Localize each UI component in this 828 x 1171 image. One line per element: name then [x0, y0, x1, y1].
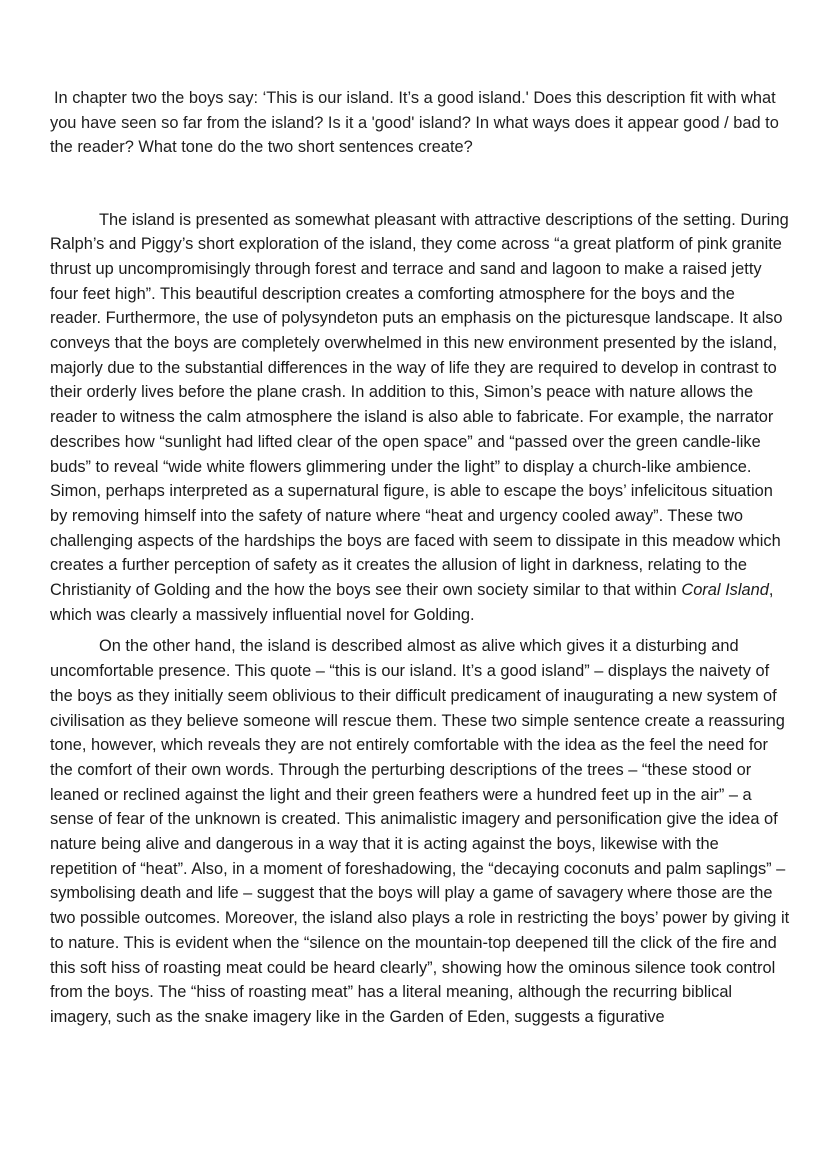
- paragraph-1-ending: , which was clearly a massively influential novel for Golding.: [50, 581, 774, 624]
- novel-title: Coral Island: [681, 581, 769, 600]
- paragraph-2-text: On the other hand, the island is described almost as alive which gives it a disturbing and uncomfortable presence. This quote – “this is our island. It’s a good island” – displays the naivety of the boys as they initially seem oblivious to their difficult predicament of inaugurating a new system of civilisation as they believe someone will rescue them. These two simple sentence create a reassuring tone, however, which reveals they are not entirely comfortable with the idea as the feel the need for the comfort of their own words. Through the perturbing descriptions of the trees – “these stood or leaned or reclined against the light and their green feathers were a hundred feet up in the air” – a sense of fear of the unknown is created. This animalistic imagery and personification give the idea of nature being alive and dangerous in a way that it is acting against the boys, likewise with the repetition of “heat”. Also, in a moment of foreshadowing, the “decaying coconuts and palm saplings” – symbolising death and life – suggest that the boys will play a game of savagery where those are the two possible outcomes. Moreover, the island also plays a role in restricting the boys’ power by giving it to nature. This is evident when the “silence on the mountain-top deepened till the click of the fire and this soft hiss of roasting meat could be heard clearly”, showing how the ominous silence took control from the boys. The “hiss of roasting meat” has a literal meaning, although the recurring biblical imagery, such as the snake imagery like in the Garden of Eden, suggests a figurative: [50, 637, 790, 1026]
- essay-body: [50, 208, 790, 1030]
- essay-question: [50, 86, 790, 160]
- essay-paragraph-1: [50, 208, 790, 628]
- essay-paragraph-2: [50, 634, 790, 1029]
- question-text: In chapter two the boys say: ‘This is our island. It’s a good island.' Does this description fit with what you have seen so far from the island? Is it a 'good' island? In what ways does it appear good / bad to the reader? What tone do the two short sentences create?: [50, 89, 779, 156]
- paragraph-1-text: The island is presented as somewhat pleasant with attractive descriptions of the setting. During Ralph’s and Piggy’s short exploration of the island, they come across “a great platform of pink granite thrust up uncompromisingly through forest and terrace and sand and lagoon to make a raised jetty four feet high”. This beautiful description creates a comforting atmosphere for the boys and the reader. Furthermore, the use of polysyndeton puts an emphasis on the picturesque landscape. It also conveys that the boys are completely overwhelmed in this new environment presented by the island, majorly due to the substantial differences in the way of life they are required to develop in contrast to their orderly lives before the plane crash. In addition to this, Simon’s peace with nature allows the reader to witness the calm atmosphere the island is also able to fabricate. For example, the narrator describes how “sunlight had lifted clear of the open space” and “passed over the green candle-like buds” to reveal “wide white flowers glimmering under the light” to display a church-like ambience. Simon, perhaps interpreted as a supernatural figure, is able to escape the boys’ infelicitous situation by removing himself into the safety of nature where “heat and urgency cooled away”. These two challenging aspects of the hardships the boys are faced with seem to dissipate in this meadow which creates a further perception of safety as it creates the allusion of light in darkness, relating to the Christianity of Golding and the how the boys see their own society similar to that within: [50, 210, 789, 600]
- document-page: [50, 86, 790, 1030]
